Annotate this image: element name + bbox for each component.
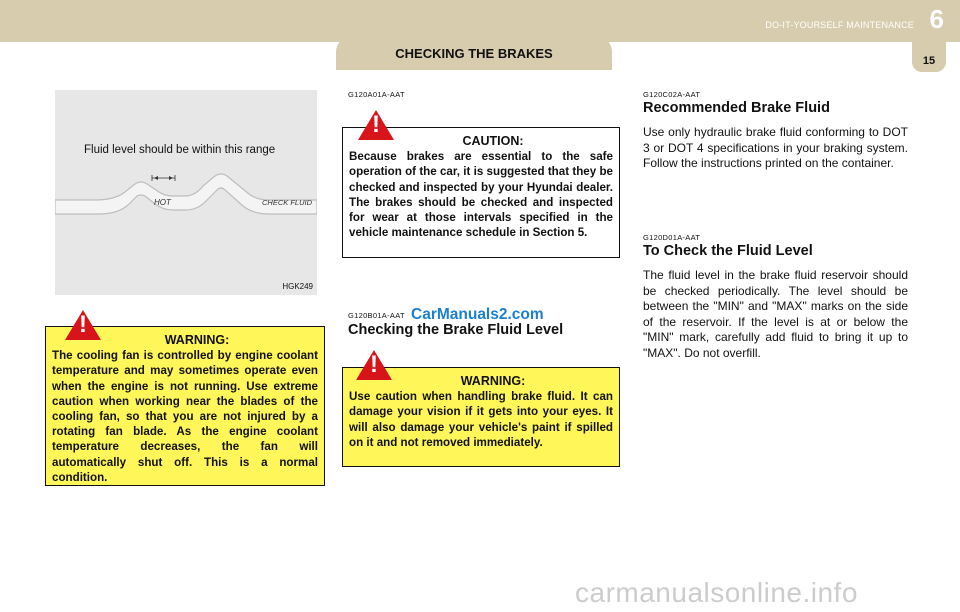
to-check-code: G120D01A-AAT (643, 233, 701, 242)
checking-heading: Checking the Brake Fluid Level (348, 322, 564, 338)
checking-code: G120B01A-AAT (348, 311, 405, 320)
check-fluid-label: CHECK FLUID (262, 198, 313, 207)
watermark-text: CarManuals2.com (411, 306, 544, 323)
exclamation-icon: ! (79, 311, 87, 338)
footer-watermark: carmanualsonline.info (575, 577, 858, 608)
warning-heading: WARNING: (460, 374, 526, 388)
warning-body: The cooling fan is controlled by engine coolant temperature and may sometimes operate even when the engine is not running. Use extreme caution when working near the blades of the cooling fan, so that you are not injured by a rotating fan blade. As the engine coolant temperature decreases, the fan will automatically shut off. This is a normal condition. (52, 349, 318, 484)
caution-body: Because brakes are essential to the safe operation of the car, it is suggested that they be checked and inspected by your Hyundai dealer. The brakes should be checked and inspected for wear at those intervals specified in the vehicle maintenance schedule in Section 5. (349, 150, 613, 240)
exclamation-icon: ! (370, 351, 378, 378)
figure-code: HGK249 (282, 282, 313, 291)
to-check-body: The fluid level in the brake fluid reservoir should be checked periodically. The level should be between the "MIN" and "MAX" marks on the side of the reservoir. If the level is at or below the "MIN" mark, carefully add fluid to bring it up to "MAX". Do not overfill. (643, 268, 908, 360)
recommended-body: Use only hydraulic brake fluid conforming to DOT 3 or DOT 4 specifications in your braking system. Follow the instructions printed on the container. (643, 125, 908, 171)
warning-body: Use caution when handling brake fluid. It can damage your vision if it gets into your eyes. It will also damage your vehicle's paint if spilled on it and not removed immediately. (349, 390, 613, 449)
caution-code: G120A01A-AAT (348, 90, 405, 99)
figure-caption: Fluid level should be within this range (84, 144, 276, 156)
warning-heading: WARNING: (164, 333, 230, 347)
to-check-heading: To Check the Fluid Level (643, 243, 813, 259)
hot-label: HOT (154, 198, 171, 207)
caution-box (342, 127, 620, 258)
section-title: CHECKING THE BRAKES (395, 46, 553, 61)
cooling-fan-warning-box (45, 326, 325, 486)
fluid-level-figure (55, 90, 317, 295)
recommended-code: G120C02A-AAT (643, 90, 701, 99)
exclamation-icon: ! (372, 111, 380, 138)
chapter-number: 6 (929, 4, 944, 34)
recommended-heading: Recommended Brake Fluid (643, 100, 830, 116)
page-number: 15 (922, 55, 936, 67)
chapter-label: DO-IT-YOURSELF MAINTENANCE (765, 20, 914, 30)
caution-heading: CAUTION: (462, 134, 524, 148)
brake-fluid-warning-box (342, 367, 620, 467)
